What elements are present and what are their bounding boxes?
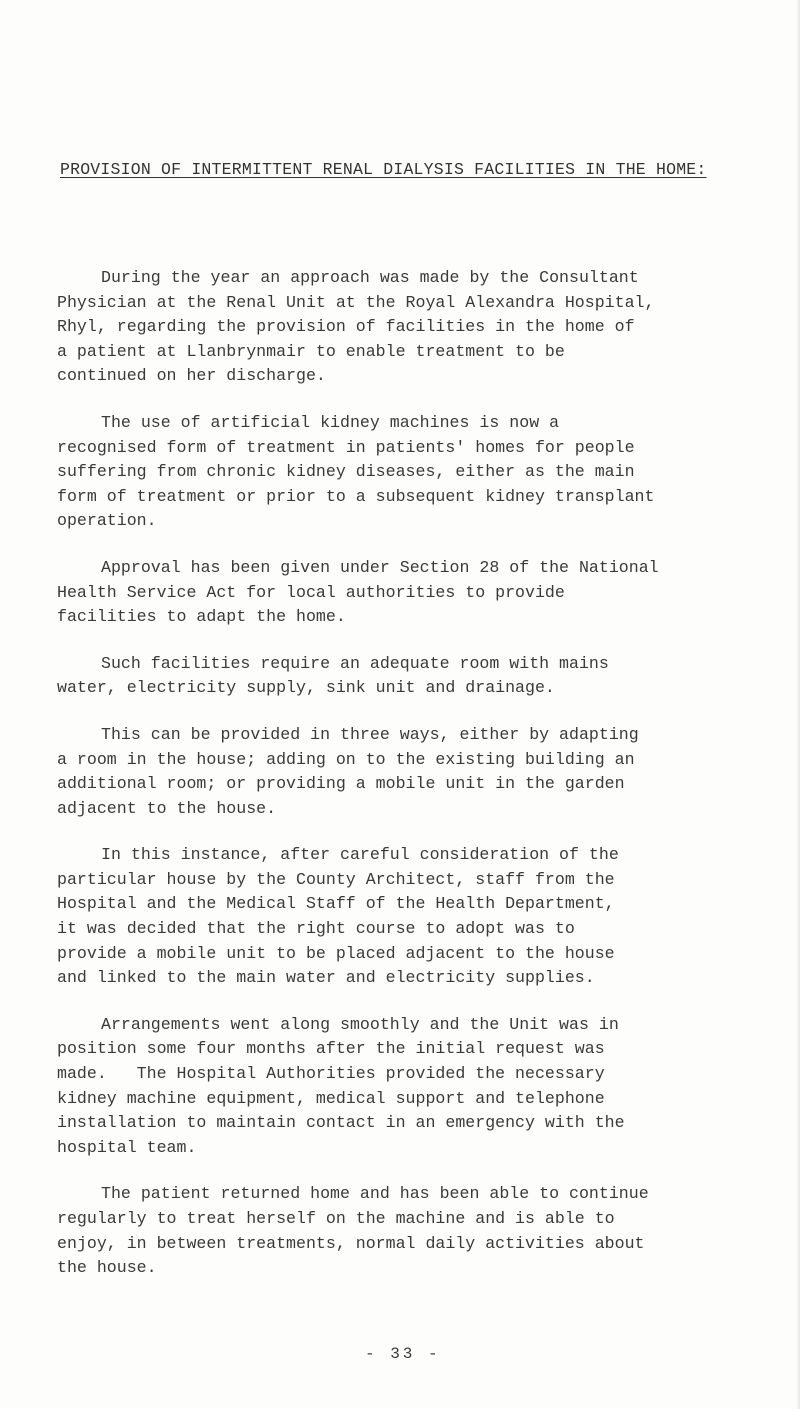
text-line: This can be provided in three ways, either by adapting: [101, 724, 639, 744]
text-line: the house.: [57, 1258, 157, 1278]
scan-edge: [796, 0, 800, 1409]
text-line: continued on her discharge.: [57, 366, 326, 386]
page-number: - 33 -: [365, 1345, 441, 1363]
text-line: hospital team.: [57, 1137, 197, 1157]
text-line: a room in the house; adding on to the existing building an: [57, 749, 635, 769]
body-text: [57, 266, 787, 1303]
text-line: a patient at Llanbrynmair to enable treatment to be: [57, 341, 565, 361]
text-line: Such facilities require an adequate room with mains: [101, 653, 609, 673]
text-line: enjoy, in between treatments, normal daily activities about: [57, 1233, 645, 1253]
text-line: additional room; or providing a mobile unit in the garden: [57, 774, 625, 794]
text-line: facilities to adapt the home.: [57, 607, 346, 627]
text-line: Health Service Act for local authorities to provide: [57, 582, 565, 602]
paragraph: [57, 411, 787, 534]
text-line: During the year an approach was made by the Consultant: [101, 268, 639, 287]
section-heading: PROVISION OF INTERMITTENT RENAL DIALYSIS FACILITIES IN THE HOME:: [60, 160, 707, 179]
paragraph: [57, 266, 787, 389]
text-line: form of treatment or prior to a subsequent kidney transplant: [57, 486, 655, 506]
text-line: operation.: [57, 511, 157, 531]
text-line: Physician at the Renal Unit at the Royal Alexandra Hospital,: [57, 292, 655, 312]
text-line: The patient returned home and has been able to continue: [101, 1184, 649, 1204]
text-line: particular house by the County Architect, staff from the: [57, 869, 615, 889]
paragraph: [57, 723, 787, 821]
paragraph: [57, 1013, 787, 1161]
text-line: Hospital and the Medical Staff of the Health Department,: [57, 894, 615, 914]
text-line: recognised form of treatment in patients' homes for people: [57, 437, 635, 457]
text-line: suffering from chronic kidney diseases, either as the main: [57, 462, 635, 482]
text-line: The use of artificial kidney machines is now a: [101, 412, 560, 432]
paragraph: [57, 1182, 787, 1280]
text-line: it was decided that the right course to adopt was to: [57, 919, 575, 939]
paragraph: [57, 652, 787, 701]
text-line: water, electricity supply, sink unit and drainage.: [57, 678, 555, 698]
text-line: adjacent to the house.: [57, 798, 277, 818]
text-line: In this instance, after careful consideration of the: [101, 845, 619, 865]
text-line: made. The Hospital Authorities provided the necessary: [57, 1064, 605, 1084]
text-line: Rhyl, regarding the provision of facilities in the home of: [57, 317, 635, 337]
paragraph: [57, 556, 787, 630]
text-line: Approval has been given under Section 28 of the National: [101, 557, 659, 577]
text-line: kidney machine equipment, medical support and telephone: [57, 1088, 605, 1108]
text-line: provide a mobile unit to be placed adjacent to the house: [57, 943, 615, 963]
text-line: and linked to the main water and electricity supplies.: [57, 968, 595, 988]
paragraph: [57, 843, 787, 991]
text-line: installation to maintain contact in an emergency with the: [57, 1113, 625, 1133]
text-line: Arrangements went along smoothly and the Unit was in: [101, 1014, 619, 1034]
text-line: position some four months after the initial request was: [57, 1039, 605, 1059]
text-line: regularly to treat herself on the machine and is able to: [57, 1209, 615, 1228]
